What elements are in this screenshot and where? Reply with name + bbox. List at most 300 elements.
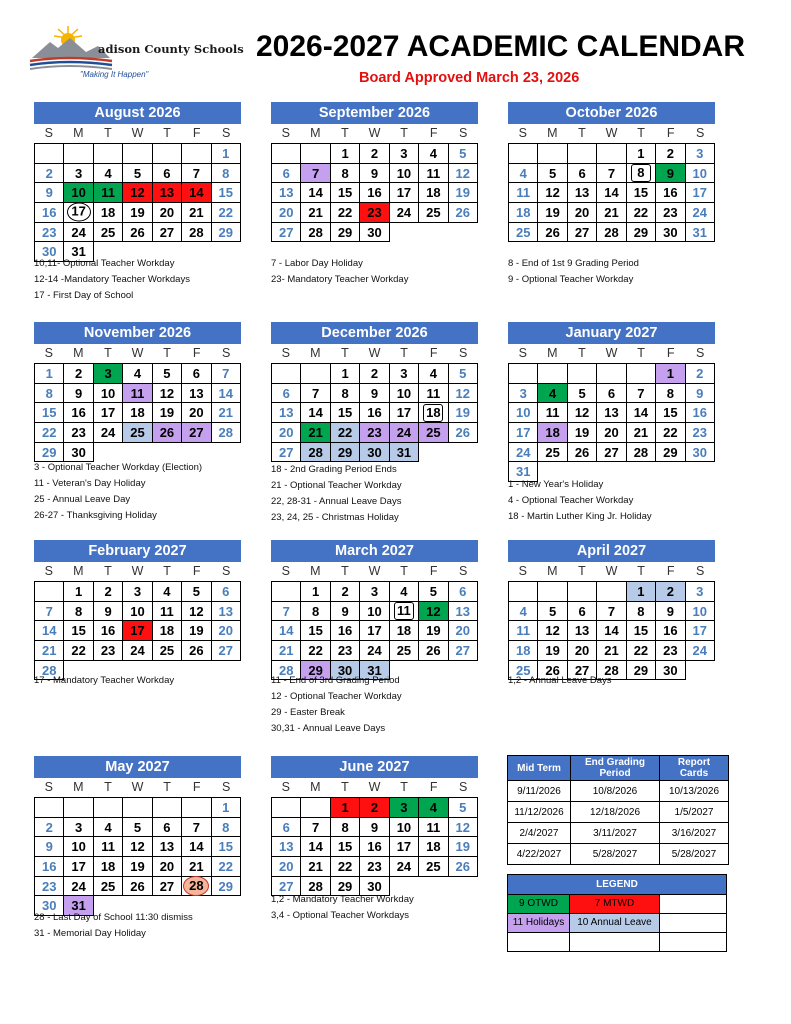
calendar-day: 14 <box>182 183 211 203</box>
weekday-label: S <box>281 126 290 140</box>
calendar-day: 6 <box>568 602 597 622</box>
note-line: 22, 28-31 - Annual Leave Days <box>271 496 402 507</box>
calendar-day: 27 <box>153 877 182 897</box>
weekday-label: F <box>429 346 438 360</box>
calendar-day: 11 <box>94 837 123 857</box>
calendar-day: 9 <box>360 164 389 184</box>
calendar-day: 23 <box>35 223 64 243</box>
calendar-day: 10 <box>509 403 538 423</box>
calendar-day: 27 <box>272 223 301 243</box>
calendar-empty <box>419 661 448 681</box>
day-grid <box>508 581 715 680</box>
weekday-label: T <box>637 564 645 578</box>
day-marker: 8 <box>631 164 651 182</box>
weekday-label: T <box>400 780 408 794</box>
month-title: August 2026 <box>34 102 241 124</box>
note-line: 11 - End of 3rd Grading Period <box>271 675 400 686</box>
calendar-day: 12 <box>449 818 478 838</box>
calendar-day: 12 <box>449 384 478 404</box>
calendar-day: 30 <box>64 443 93 463</box>
calendar-day: 13 <box>212 602 241 622</box>
legend-swatch <box>508 933 570 951</box>
day-grid <box>508 143 715 242</box>
calendar-day: 28 <box>597 223 626 243</box>
calendar-day: 30 <box>331 661 360 681</box>
col-end-grading-period: End Grading Period <box>571 756 660 781</box>
weekday-label: T <box>163 346 171 360</box>
calendar-day: 27 <box>182 423 211 443</box>
calendar-day: 23 <box>686 423 715 443</box>
calendar-day: 19 <box>123 203 152 223</box>
calendar-day: 7 <box>182 818 211 838</box>
calendar-day: 5 <box>568 384 597 404</box>
weekday-label: T <box>104 126 112 140</box>
weekday-header <box>34 778 241 797</box>
month-title: November 2026 <box>34 322 241 344</box>
calendar-day: 31 <box>64 242 93 262</box>
calendar-day: 10 <box>123 602 152 622</box>
note-line: 31 - Memorial Day Holiday <box>34 928 146 939</box>
legend-row <box>508 894 726 913</box>
weekday-label: T <box>104 564 112 578</box>
calendar-day: 17 <box>390 403 419 423</box>
calendar-day: 31 <box>360 661 389 681</box>
weekday-label: T <box>341 346 349 360</box>
calendar-day: 27 <box>212 641 241 661</box>
weekday-label: S <box>696 126 705 140</box>
calendar-empty <box>301 144 330 164</box>
calendar-day: 2 <box>656 582 685 602</box>
weekday-label: T <box>341 126 349 140</box>
calendar-day: 3 <box>509 384 538 404</box>
calendar-day: 28 <box>212 423 241 443</box>
weekday-label: W <box>131 126 144 140</box>
calendar-day: 9 <box>360 384 389 404</box>
month-title: December 2026 <box>271 322 478 344</box>
weekday-label: T <box>637 346 645 360</box>
calendar-day: 26 <box>153 423 182 443</box>
calendar-day: 24 <box>94 423 123 443</box>
weekday-header <box>34 124 241 143</box>
calendar-day: 28 <box>35 661 64 681</box>
calendar-day: 20 <box>212 621 241 641</box>
calendar-empty <box>272 364 301 384</box>
weekday-header <box>271 344 478 363</box>
month-june-2027 <box>271 756 478 896</box>
calendar-day: 18 <box>153 621 182 641</box>
calendar-day: 9 <box>360 818 389 838</box>
legend-row <box>508 932 726 951</box>
day-grid <box>508 363 715 482</box>
calendar-day: 14 <box>597 621 626 641</box>
weekday-label: T <box>637 126 645 140</box>
calendar-day: 12 <box>123 183 152 203</box>
weekday-label: W <box>368 564 381 578</box>
weekday-header <box>508 124 715 143</box>
day-grid <box>271 797 478 896</box>
calendar-day: 4 <box>538 384 567 404</box>
day-grid <box>271 363 478 462</box>
table-row <box>508 781 729 802</box>
calendar-day: 14 <box>212 384 241 404</box>
note-line: 1,2 - Mandatory Teacher Workday <box>271 894 414 905</box>
weekday-label: F <box>192 126 201 140</box>
note-line: 11 - Veteran's Day Holiday <box>34 478 146 489</box>
calendar-day: 27 <box>568 223 597 243</box>
calendar-day: 28 <box>272 661 301 681</box>
month-title: October 2026 <box>508 102 715 124</box>
weekday-label: W <box>131 780 144 794</box>
weekday-label: S <box>281 780 290 794</box>
calendar-day: 10 <box>686 164 715 184</box>
calendar-day: 25 <box>94 223 123 243</box>
calendar-day: 16 <box>64 403 93 423</box>
calendar-day: 7 <box>627 384 656 404</box>
calendar-empty <box>272 144 301 164</box>
weekday-label: T <box>163 780 171 794</box>
weekday-label: M <box>73 780 84 794</box>
calendar-day: 22 <box>656 423 685 443</box>
calendar-day: 14 <box>301 837 330 857</box>
calendar-day: 20 <box>568 641 597 661</box>
table-cell: 10/13/2026 <box>660 781 729 802</box>
calendar-day: 18 <box>509 641 538 661</box>
calendar-day: 7 <box>35 602 64 622</box>
legend-swatch: 7 MTWD <box>570 895 660 913</box>
calendar-day <box>182 877 211 897</box>
calendar-day: 6 <box>182 364 211 384</box>
calendar-day: 2 <box>64 364 93 384</box>
calendar-day: 29 <box>331 877 360 897</box>
calendar-day: 15 <box>64 621 93 641</box>
calendar-day: 22 <box>212 203 241 223</box>
calendar-day: 14 <box>627 403 656 423</box>
calendar-day: 4 <box>419 364 448 384</box>
legend-swatch <box>660 895 726 913</box>
calendar-day: 2 <box>94 582 123 602</box>
calendar-day: 15 <box>656 403 685 423</box>
calendar-day: 5 <box>123 164 152 184</box>
weekday-label: M <box>310 126 321 140</box>
day-grid <box>271 581 478 680</box>
calendar-day: 30 <box>686 443 715 463</box>
calendar-day: 13 <box>449 602 478 622</box>
weekday-header <box>271 778 478 797</box>
calendar-day: 1 <box>331 364 360 384</box>
weekday-header <box>34 562 241 581</box>
calendar-day: 13 <box>182 384 211 404</box>
calendar-day: 12 <box>538 621 567 641</box>
calendar-day: 12 <box>123 837 152 857</box>
calendar-day: 23 <box>94 641 123 661</box>
calendar-day: 7 <box>301 818 330 838</box>
calendar-empty <box>123 144 152 164</box>
weekday-label: T <box>341 564 349 578</box>
calendar-day: 19 <box>123 857 152 877</box>
weekday-label: W <box>131 346 144 360</box>
table-row <box>508 802 729 823</box>
calendar-day: 11 <box>538 403 567 423</box>
weekday-label: M <box>73 126 84 140</box>
calendar-day: 6 <box>272 384 301 404</box>
calendar-day: 28 <box>301 443 330 463</box>
calendar-day: 1 <box>331 144 360 164</box>
calendar-day: 21 <box>597 203 626 223</box>
calendar-day <box>64 203 93 223</box>
calendar-day: 12 <box>419 602 448 622</box>
calendar-day: 29 <box>35 443 64 463</box>
calendar-day: 11 <box>509 183 538 203</box>
weekday-label: S <box>518 346 527 360</box>
calendar-day: 21 <box>272 641 301 661</box>
calendar-day: 5 <box>182 582 211 602</box>
calendar-day: 20 <box>272 857 301 877</box>
calendar-day: 2 <box>360 798 389 818</box>
calendar-day: 13 <box>272 403 301 423</box>
weekday-label: F <box>666 564 675 578</box>
calendar-day: 23 <box>35 877 64 897</box>
calendar-day: 22 <box>627 203 656 223</box>
note-line: 3,4 - Optional Teacher Workdays <box>271 910 409 921</box>
calendar-day: 3 <box>390 364 419 384</box>
weekday-label: F <box>429 126 438 140</box>
calendar-day: 15 <box>627 183 656 203</box>
calendar-day: 6 <box>153 818 182 838</box>
day-marker: 17 <box>67 203 91 222</box>
calendar-day: 3 <box>686 582 715 602</box>
weekday-label: W <box>368 126 381 140</box>
calendar-day: 23 <box>656 203 685 223</box>
calendar-day: 14 <box>301 403 330 423</box>
month-october-2026 <box>508 102 715 242</box>
col-report-cards: Report Cards <box>660 756 729 781</box>
calendar-day: 17 <box>686 183 715 203</box>
calendar-day: 14 <box>182 837 211 857</box>
calendar-day: 16 <box>360 403 389 423</box>
calendar-day: 28 <box>301 877 330 897</box>
calendar-day: 29 <box>331 443 360 463</box>
calendar-day: 27 <box>597 443 626 463</box>
calendar-day: 16 <box>656 621 685 641</box>
calendar-empty <box>419 443 448 463</box>
weekday-label: W <box>605 564 618 578</box>
calendar-day: 16 <box>35 857 64 877</box>
calendar-day: 24 <box>360 641 389 661</box>
weekday-label: W <box>368 346 381 360</box>
calendar-day: 27 <box>449 641 478 661</box>
calendar-day: 19 <box>538 203 567 223</box>
note-line: 17 - Mandatory Teacher Workday <box>34 675 175 686</box>
calendar-day: 25 <box>509 661 538 681</box>
calendar-day: 31 <box>390 443 419 463</box>
legend-row <box>508 913 726 932</box>
weekday-label: F <box>666 346 675 360</box>
calendar-day: 4 <box>153 582 182 602</box>
calendar-day: 30 <box>360 443 389 463</box>
note-line: 18 - Martin Luther King Jr. Holiday <box>508 511 652 522</box>
note-line: 30,31 - Annual Leave Days <box>271 723 386 734</box>
calendar-day: 1 <box>331 798 360 818</box>
table-cell: 1/5/2027 <box>660 802 729 823</box>
table-cell: 5/28/2027 <box>660 844 729 865</box>
calendar-day: 26 <box>419 641 448 661</box>
calendar-day: 4 <box>123 364 152 384</box>
weekday-header <box>34 344 241 363</box>
calendar-day: 14 <box>597 183 626 203</box>
calendar-day: 8 <box>627 602 656 622</box>
calendar-day: 18 <box>419 183 448 203</box>
calendar-day: 26 <box>449 203 478 223</box>
day-grid <box>34 581 241 680</box>
calendar-day: 24 <box>509 443 538 463</box>
calendar-day: 16 <box>686 403 715 423</box>
calendar-day: 4 <box>509 602 538 622</box>
table-row <box>508 823 729 844</box>
calendar-day: 11 <box>153 602 182 622</box>
weekday-header <box>508 562 715 581</box>
weekday-label: T <box>400 346 408 360</box>
weekday-label: S <box>44 780 53 794</box>
weekday-label: T <box>163 564 171 578</box>
calendar-day: 2 <box>686 364 715 384</box>
calendar-empty <box>627 364 656 384</box>
calendar-day: 21 <box>597 641 626 661</box>
calendar-day: 30 <box>656 661 685 681</box>
calendar-day: 30 <box>35 242 64 262</box>
day-grid <box>271 143 478 242</box>
calendar-day: 19 <box>568 423 597 443</box>
calendar-day: 21 <box>301 423 330 443</box>
weekday-label: T <box>104 780 112 794</box>
calendar-day: 3 <box>94 364 123 384</box>
calendar-day: 6 <box>212 582 241 602</box>
weekday-label: T <box>104 346 112 360</box>
calendar-day: 8 <box>331 818 360 838</box>
calendar-day: 6 <box>272 818 301 838</box>
weekday-header <box>271 562 478 581</box>
calendar-day: 21 <box>301 857 330 877</box>
weekday-label: M <box>547 564 558 578</box>
calendar-day: 8 <box>64 602 93 622</box>
calendar-day: 26 <box>182 641 211 661</box>
calendar-day: 10 <box>94 384 123 404</box>
month-title: April 2027 <box>508 540 715 562</box>
approval-subtitle: Board Approved March 23, 2026 <box>359 70 580 86</box>
calendar-day: 8 <box>212 164 241 184</box>
calendar-day: 3 <box>360 582 389 602</box>
calendar-day: 21 <box>301 203 330 223</box>
calendar-day: 7 <box>597 164 626 184</box>
note-line: 1,2 - Annual Leave Days <box>508 675 612 686</box>
weekday-label: S <box>459 126 468 140</box>
calendar-day: 18 <box>94 857 123 877</box>
calendar-day: 21 <box>212 403 241 423</box>
calendar-empty <box>212 242 241 262</box>
calendar-day: 10 <box>686 602 715 622</box>
calendar-day: 13 <box>568 183 597 203</box>
calendar-empty <box>35 582 64 602</box>
weekday-label: M <box>310 780 321 794</box>
calendar-empty <box>182 144 211 164</box>
month-january-2027 <box>508 322 715 482</box>
calendar-day: 23 <box>656 641 685 661</box>
note-line: 4 - Optional Teacher Workday <box>508 495 634 506</box>
calendar-empty <box>627 462 656 482</box>
weekday-label: F <box>429 780 438 794</box>
day-grid <box>34 143 241 262</box>
table-cell: 5/28/2027 <box>571 844 660 865</box>
calendar-day: 18 <box>509 203 538 223</box>
note-line: 29 - Easter Break <box>271 707 345 718</box>
note-line: 28 - Last Day of School 11:30 dismiss <box>34 912 193 923</box>
calendar-empty <box>419 877 448 897</box>
calendar-day: 19 <box>419 621 448 641</box>
calendar-day: 10 <box>390 164 419 184</box>
calendar-day: 20 <box>568 203 597 223</box>
calendar-empty <box>509 582 538 602</box>
calendar-day: 8 <box>656 384 685 404</box>
calendar-day: 25 <box>123 423 152 443</box>
calendar-day: 16 <box>656 183 685 203</box>
calendar-day: 3 <box>64 818 93 838</box>
legend-swatch <box>660 933 726 951</box>
weekday-header <box>271 124 478 143</box>
mountain-sun-icon <box>28 24 260 94</box>
calendar-day: 3 <box>64 164 93 184</box>
weekday-label: T <box>341 780 349 794</box>
calendar-empty <box>182 242 211 262</box>
weekday-label: M <box>310 346 321 360</box>
calendar-day: 8 <box>212 818 241 838</box>
calendar-day: 29 <box>627 223 656 243</box>
note-line: 8 - End of 1st 9 Grading Period <box>508 258 639 269</box>
calendar-day: 29 <box>212 877 241 897</box>
calendar-day: 8 <box>301 602 330 622</box>
calendar-empty <box>212 661 241 681</box>
calendar-empty <box>449 443 478 463</box>
note-line: 7 - Labor Day Holiday <box>271 258 363 269</box>
calendar-day: 16 <box>360 183 389 203</box>
weekday-label: S <box>281 346 290 360</box>
calendar-day: 5 <box>153 364 182 384</box>
calendar-day: 11 <box>509 621 538 641</box>
calendar-day: 17 <box>94 403 123 423</box>
day-grid <box>34 797 241 916</box>
calendar-day: 6 <box>597 384 626 404</box>
note-line: 23- Mandatory Teacher Workday <box>271 274 409 285</box>
calendar-day: 7 <box>301 164 330 184</box>
calendar-day: 28 <box>597 661 626 681</box>
weekday-label: S <box>222 564 231 578</box>
calendar-day: 24 <box>64 223 93 243</box>
month-may-2027 <box>34 756 241 916</box>
calendar-day: 31 <box>509 462 538 482</box>
calendar-empty <box>449 223 478 243</box>
day-marker: 18 <box>423 404 443 422</box>
calendar-day: 21 <box>627 423 656 443</box>
calendar-day: 1 <box>301 582 330 602</box>
calendar-day: 26 <box>449 423 478 443</box>
calendar-day: 15 <box>627 621 656 641</box>
calendar-day: 25 <box>419 857 448 877</box>
school-logo <box>28 24 260 94</box>
table-cell: 2/4/2027 <box>508 823 571 844</box>
day-grid <box>34 363 241 462</box>
calendar-day: 31 <box>64 896 93 916</box>
calendar-day: 26 <box>538 223 567 243</box>
calendar-day: 23 <box>331 641 360 661</box>
calendar-empty <box>538 144 567 164</box>
